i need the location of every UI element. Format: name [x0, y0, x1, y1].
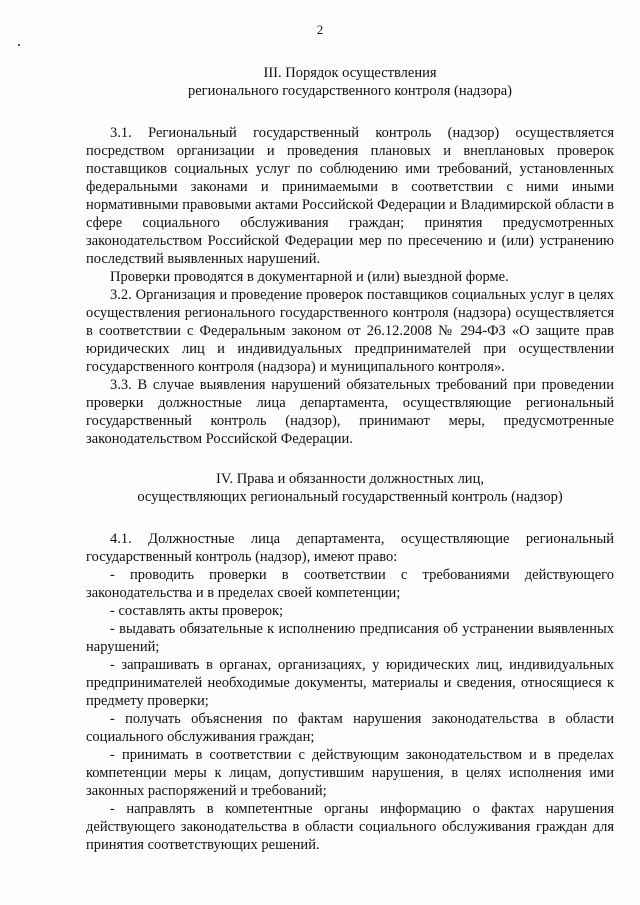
list-item: - запрашивать в органах, организациях, у юридических лиц, индивидуальных предпринимателей необходимые документы, материалы и сведения, относящиеся к предмету проверки; — [86, 657, 614, 709]
paragraph-3-3: 3.3. В случае выявления нарушений обязательных требований при проведении проверки должностные лица департамента, осуществляющие региональный государственный контроль (надзор), принимают меры, предусмотренные законодательством Российской Федерации. — [86, 377, 614, 447]
list-item: - выдавать обязательные к исполнению предписания об устранении выявленных нарушений; — [86, 621, 614, 655]
paragraph-check-forms: Проверки проводятся в документарной и (или) выездной форме. — [110, 269, 509, 285]
scan-speck — [18, 44, 20, 46]
section-3-heading — [86, 64, 614, 100]
paragraph-3-1: 3.1. Региональный государственный контроль (надзор) осуществляется посредством организации и проведения плановых и внеплановых проверок поставщиков социальных услуг по соблюдению ими требований, установленных федеральными законами и принимаемыми в соответствии с ними иными нормативными правовыми актами Российской Федерации и Владимирской области в сфере социального обслуживания граждан; принятия предусмотренных законодательством Российской Федерации мер по пресечению и (или) устранению последствий выявленных нарушений. — [86, 125, 614, 267]
paragraph-3-2: 3.2. Организация и проведение проверок поставщиков социальных услуг в целях осуществления регионального государственного контроля (надзора) осуществляется в соответствии с Федеральным законом от 26.12.2008 № 294-ФЗ «О защите прав юридических лиц и индивидуальных предпринимателей при осуществлении государственного контроля (надзора) и муниципального контроля». — [86, 287, 614, 375]
list-item: - получать объяснения по фактам нарушения законодательства в области социального обслуживания граждан; — [86, 711, 614, 745]
section-3-title-line-2: регионального государственного контроля (надзора) — [188, 83, 512, 99]
paragraph-4-1: 4.1. Должностные лица департамента, осуществляющие региональный государственный контроль (надзор), имеют право: — [86, 531, 614, 565]
section-4-title-line-2: осуществляющих региональный государственный контроль (надзор) — [137, 489, 563, 505]
section-4-heading — [86, 470, 614, 506]
section-4-title-line-1: IV. Права и обязанности должностных лиц, — [216, 471, 484, 487]
page-number: 2 — [316, 22, 324, 37]
document-body — [86, 64, 614, 854]
list-item: - составлять акты проверок; — [110, 603, 284, 619]
list-item: - принимать в соответствии с действующим законодательством и в пределах компетенции меры к лицам, допустившим нарушения, в целях исполнения ими законных распоряжений и требований; — [86, 747, 614, 799]
list-item: - направлять в компетентные органы информацию о фактах нарушения действующего законодательства в области социального обслуживания граждан для принятия соответствующих решений. — [86, 801, 614, 853]
list-item: - проводить проверки в соответствии с требованиями действующего законодательства и в пределах своей компетенции; — [86, 567, 614, 601]
section-3-title-line-1: III. Порядок осуществления — [263, 65, 437, 81]
